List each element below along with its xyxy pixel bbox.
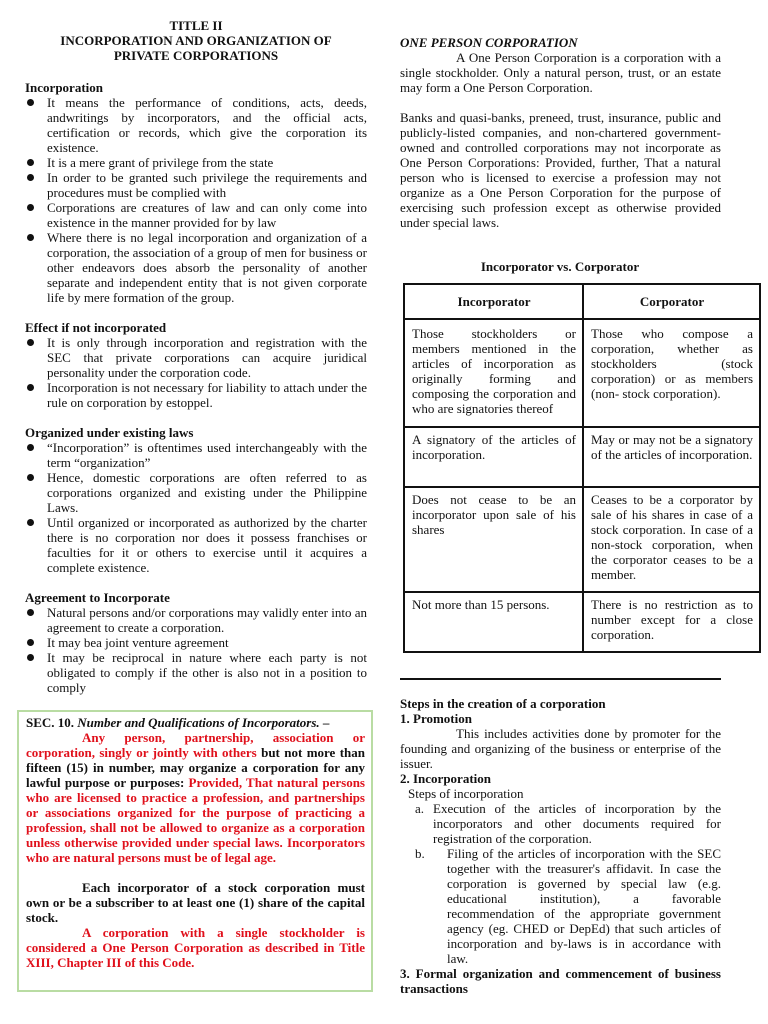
bullet-icon	[27, 654, 34, 661]
title-line: INCORPORATION AND ORGANIZATION OF	[60, 33, 332, 48]
table-cell: Those who compose a corporation, whether as stockholders (stock corporation) or as members (non- stock corporation).	[583, 319, 760, 427]
table-header-row	[404, 284, 760, 319]
table-row	[404, 427, 760, 487]
table-cell: Does not cease to be an incorporator upon sale of his shares	[404, 487, 583, 592]
step-2-heading: 2. Incorporation	[400, 771, 491, 786]
sec10-paragraph-3: A corporation with a single stockholder is considered a One Person Corporation as described in Title XIII, Chapter III of this Code.	[26, 925, 365, 970]
bullet-item: It is a mere grant of privilege from the state	[25, 155, 367, 170]
bullet-icon	[27, 609, 34, 616]
step-1-heading: 1. Promotion	[400, 711, 472, 726]
bullet-icon	[27, 384, 34, 391]
left-column	[25, 18, 367, 710]
title-line: TITLE II	[169, 18, 223, 33]
section-effect-if-not-incorporated	[25, 320, 367, 410]
table-row	[404, 592, 760, 652]
bullet-item: In order to be granted such privilege the requirements and procedures must be complied with	[25, 170, 367, 200]
table-cell: Those stockholders or members mentioned in the articles of incorporation as originally forming and composing the corporation and who are signatories thereof	[404, 319, 583, 427]
opc-heading: ONE PERSON CORPORATION	[400, 35, 578, 50]
section-heading: Incorporation	[25, 80, 103, 95]
section-organized-under-existing-laws	[25, 425, 367, 575]
sec10-label: SEC. 10.	[26, 715, 75, 730]
sec10-box	[17, 710, 373, 992]
section-heading: Agreement to Incorporate	[25, 590, 170, 605]
table-cell: Not more than 15 persons.	[404, 592, 583, 652]
column-header: Incorporator	[404, 284, 583, 319]
step-3-heading: 3. Formal organization and commencement of business transactions	[400, 966, 721, 996]
title-line: PRIVATE CORPORATIONS	[113, 48, 279, 63]
table-cell: A signatory of the articles of incorporation.	[404, 427, 583, 487]
bullet-item: Until organized or incorporated as authorized by the charter there is no corporation nor does it possess franchises or faculties for it or others to exercise until it acquires a complete existence.	[25, 515, 367, 575]
bullet-icon	[27, 99, 34, 106]
opc-paragraph-1: A One Person Corporation is a corporation with a single stockholder. Only a natural person, trust, or an estate may form a One Person Corporation.	[400, 50, 721, 95]
opc-paragraph-2: Banks and quasi-banks, preneed, trust, insurance, public and publicly-listed companies, and non-chartered government-owned and controlled corporations may not incorporate as One Person Corporations: Provided, further, That a natural person who is licensed to exercise a profession may not organize as a One Person Corporation for the purpose of exercising such profession except as otherwise provided under special laws.	[400, 110, 721, 230]
bullet-item: It means the performance of conditions, acts, deeds, andwritings by incorporators, and the official acts, certification or records, which give the corporation its existence.	[25, 95, 367, 155]
bullet-icon	[27, 234, 34, 241]
bullet-icon	[27, 159, 34, 166]
sec10-paragraph-2: Each incorporator of a stock corporation must own or be a subscriber to at least one (1) share of the capital stock.	[26, 880, 365, 925]
table-cell: There is no restriction as to number except for a close corporation.	[583, 592, 760, 652]
steps-heading: Steps in the creation of a corporation	[400, 696, 606, 711]
bullet-item: Natural persons and/or corporations may validly enter into an agreement to create a corporation.	[25, 605, 367, 635]
table-row	[404, 319, 760, 427]
bullet-icon	[27, 204, 34, 211]
column-header: Corporator	[583, 284, 760, 319]
bullet-item: Incorporation is not necessary for liability to attach under the rule on corporation by estoppel.	[25, 380, 367, 410]
step-1-text: This includes activities done by promoter for the founding and organizing of the business or enterprise of the issuer.	[400, 726, 721, 771]
section-agreement-to-incorporate	[25, 590, 367, 695]
list-marker: a.	[415, 801, 425, 816]
bullet-item: Hence, domestic corporations are often referred to as corporations organized and existing under the Philippine Laws.	[25, 470, 367, 515]
table-cell: Ceases to be a corporator by sale of his shares in case of a stock corporation. In case of a non-stock corporation, when the corporator ceases to be a member.	[583, 487, 760, 592]
document-title	[25, 18, 367, 63]
table-caption: Incorporator vs. Corporator	[480, 259, 640, 274]
bullet-item: “Incorporation” is oftentimes used interchangeably with the term “organization”	[25, 440, 367, 470]
right-column	[400, 35, 721, 230]
list-item: b. Filing of the articles of incorporation with the SEC together with the treasurer's affidavit. In case the corporation is governed by special law (e.g. educational institution), a favorable recommendation of the appropriate government agency (eg. CHED or DepEd) that such articles of incorporation and by-laws is in accordance with law.	[415, 846, 721, 966]
section-heading: Effect if not incorporated	[25, 320, 167, 335]
bullet-item: Corporations are creatures of law and can only come into existence in the manner provided for by law	[25, 200, 367, 230]
bullet-item: It may be reciprocal in nature where each party is not obligated to comply if the other is also not in a position to comply	[25, 650, 367, 695]
bullet-icon	[27, 174, 34, 181]
section-heading: Organized under existing laws	[25, 425, 194, 440]
steps-section	[400, 696, 721, 996]
list-marker: b.	[415, 846, 425, 861]
step-2-subheading: Steps of incorporation	[408, 786, 524, 801]
table-row	[404, 487, 760, 592]
bullet-item: It is only through incorporation and registration with the SEC that private corporations can acquire juridical personality under the corporation code.	[25, 335, 367, 380]
bullet-icon	[27, 444, 34, 451]
bullet-icon	[27, 519, 34, 526]
section-divider	[400, 678, 721, 680]
bullet-icon	[27, 474, 34, 481]
bullet-item: Where there is no legal incorporation and organization of a corporation, the association of a group of men for business or other endeavors does absorb the personality of another separate and independent entity that is not given corporate life by mere formation of the group.	[25, 230, 367, 305]
bullet-item: It may bea joint venture agreement	[25, 635, 367, 650]
bullet-icon	[27, 639, 34, 646]
sec10-dash: –	[319, 715, 330, 730]
bullet-icon	[27, 339, 34, 346]
comparison-table	[403, 283, 761, 653]
list-item: a. Execution of the articles of incorporation by the incorporators and other documents required for registration of the corporation.	[415, 801, 721, 846]
sec10-title: Number and Qualifications of Incorporators.	[77, 715, 320, 730]
sec10-text: but not more than fifteen (15) in number, may organize a corporation for any lawful purpose or purposes:	[26, 745, 365, 790]
sec10-text-red: Provided, That natural persons who are licensed to practice a profession, and partnerships or associations organized for the purpose of practicing a profession, shall not be allowed to organize as a corporation unless otherwise provided under special laws. Incorporators who are natural persons must be of legal age.	[26, 775, 365, 865]
table-cell: May or may not be a signatory of the articles of incorporation.	[583, 427, 760, 487]
sec10-text-red: Any person, partnership, association or corporation, singly or jointly with others	[26, 730, 365, 760]
section-incorporation	[25, 80, 367, 305]
